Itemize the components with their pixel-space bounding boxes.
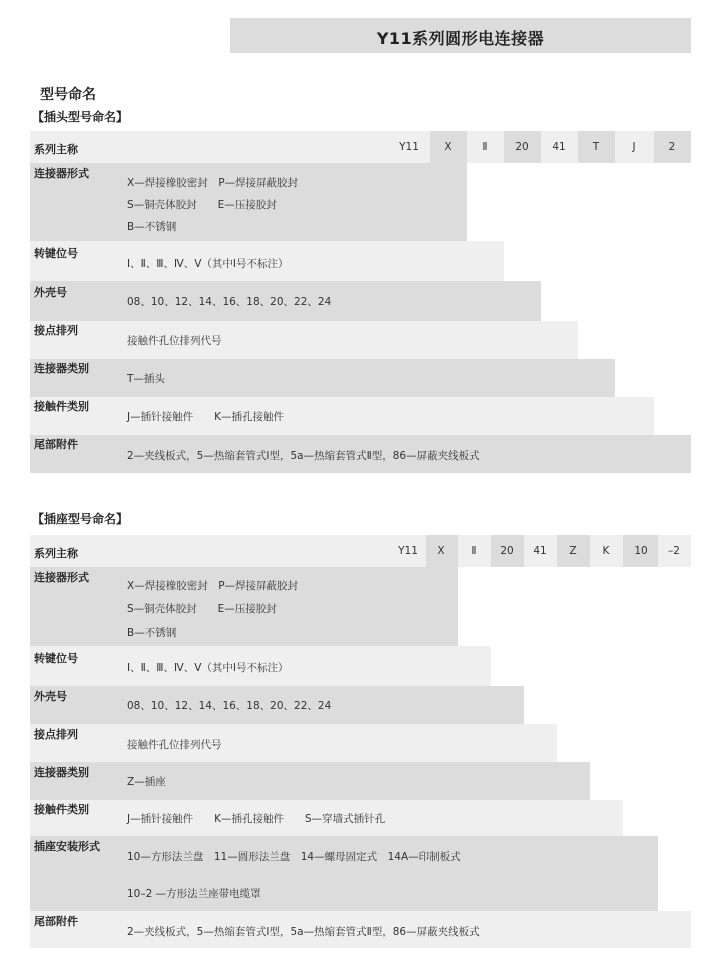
plug-row-text: X—焊接橡胶密封 P—焊接屏蔽胶封 [127,177,299,189]
plug-row-label: 外壳号 [34,286,67,299]
socket-code: Ⅱ [471,545,477,557]
socket-table-title: 【插座型号命名】 [32,512,129,526]
plug-code: J [632,141,636,153]
plug-row-text: 2—夹线板式，5—热缩套管式Ⅰ型，5a—热缩套管式Ⅱ型，86—屏蔽夹线板式 [127,450,480,462]
socket-row-label: 尾部附件 [34,915,78,928]
plug-code: 20 [515,141,529,153]
socket-row-label: 接触件类别 [34,803,89,816]
socket-code: 41 [533,545,547,557]
socket-code: 10 [634,545,648,557]
plug-row-text: J—插针接触件 K—插孔接触件 [127,411,284,423]
plug-row-label: 接点排列 [34,324,78,337]
socket-row-text: 08、10、12、14、16、18、20、22、24 [127,700,332,712]
plug-row-label: 转键位号 [34,247,78,260]
socket-row-text: B—不锈钢 [127,627,177,639]
plug-code: 2 [668,141,676,153]
plug-row-text: T—插头 [127,373,165,385]
plug-code: X [444,141,452,153]
plug-row-label: 连接器类别 [34,362,89,375]
socket-row-band [30,724,557,762]
socket-row-text: Ⅰ、Ⅱ、Ⅲ、Ⅳ、Ⅴ（其中Ⅰ号不标注） [127,662,289,674]
socket-code: 20 [500,545,514,557]
socket-header-band [30,535,426,567]
plug-code: 41 [552,141,566,153]
socket-row-text: 10–2 —方形法兰座带电缆罩 [127,888,261,900]
socket-row-text: Z—插座 [127,776,166,788]
plug-row-label: 接触件类别 [34,400,89,413]
plug-code: Ⅱ [482,141,488,153]
plug-header-label: 系列主称 [34,143,78,156]
plug-row-band [30,397,654,435]
plug-row-text: 08、10、12、14、16、18、20、22、24 [127,296,332,308]
socket-row-label: 转键位号 [34,652,78,665]
socket-code: –2 [668,545,680,557]
plug-row-text: Ⅰ、Ⅱ、Ⅲ、Ⅳ、Ⅴ（其中Ⅰ号不标注） [127,258,289,270]
plug-table-title: 【插头型号命名】 [32,110,129,124]
socket-row-text: 接触件孔位排列代号 [127,739,222,751]
plug-row-text: S—铜壳体胶封 E—压接胶封 [127,199,277,211]
socket-row-band [30,836,658,911]
plug-row-label: 尾部附件 [34,438,78,451]
socket-row-text: J—插针接触件 K—插孔接触件 S—穿墙式插针孔 [127,813,386,825]
plug-header-band [30,131,430,163]
socket-code: Z [569,545,577,557]
socket-row-band [30,762,590,800]
plug-row-band [30,321,578,359]
socket-row-text: 10—方形法兰盘 11—圆形法兰盘 14—螺母固定式 14A—印制板式 [127,851,461,863]
socket-row-label: 接点排列 [34,728,78,741]
socket-code: K [602,545,610,557]
plug-code: Y11 [399,141,419,153]
socket-row-text: X—焊接橡胶密封 P—焊接屏蔽胶封 [127,580,299,592]
socket-row-label: 连接器类别 [34,766,89,779]
plug-row-band [30,359,615,397]
plug-row-text: 接触件孔位排列代号 [127,335,222,347]
title-banner [230,18,691,53]
socket-header-label: 系列主称 [34,547,78,560]
socket-row-text: 2—夹线板式，5—热缩套管式Ⅰ型，5a—热缩套管式Ⅱ型，86—屏蔽夹线板式 [127,926,480,938]
socket-row-label: 插座安装形式 [34,840,100,853]
socket-row-label: 连接器形式 [34,571,89,584]
page-title: Y11系列圆形电连接器 [376,29,545,48]
plug-row-label: 连接器形式 [34,167,89,180]
socket-code: X [437,545,445,557]
plug-code: T [592,141,600,153]
plug-row-text: B—不锈钢 [127,221,177,233]
socket-row-text: S—铜壳体胶封 E—压接胶封 [127,603,277,615]
socket-code: Y11 [398,545,418,557]
section-title: 型号命名 [40,87,96,103]
socket-row-label: 外壳号 [34,690,67,703]
